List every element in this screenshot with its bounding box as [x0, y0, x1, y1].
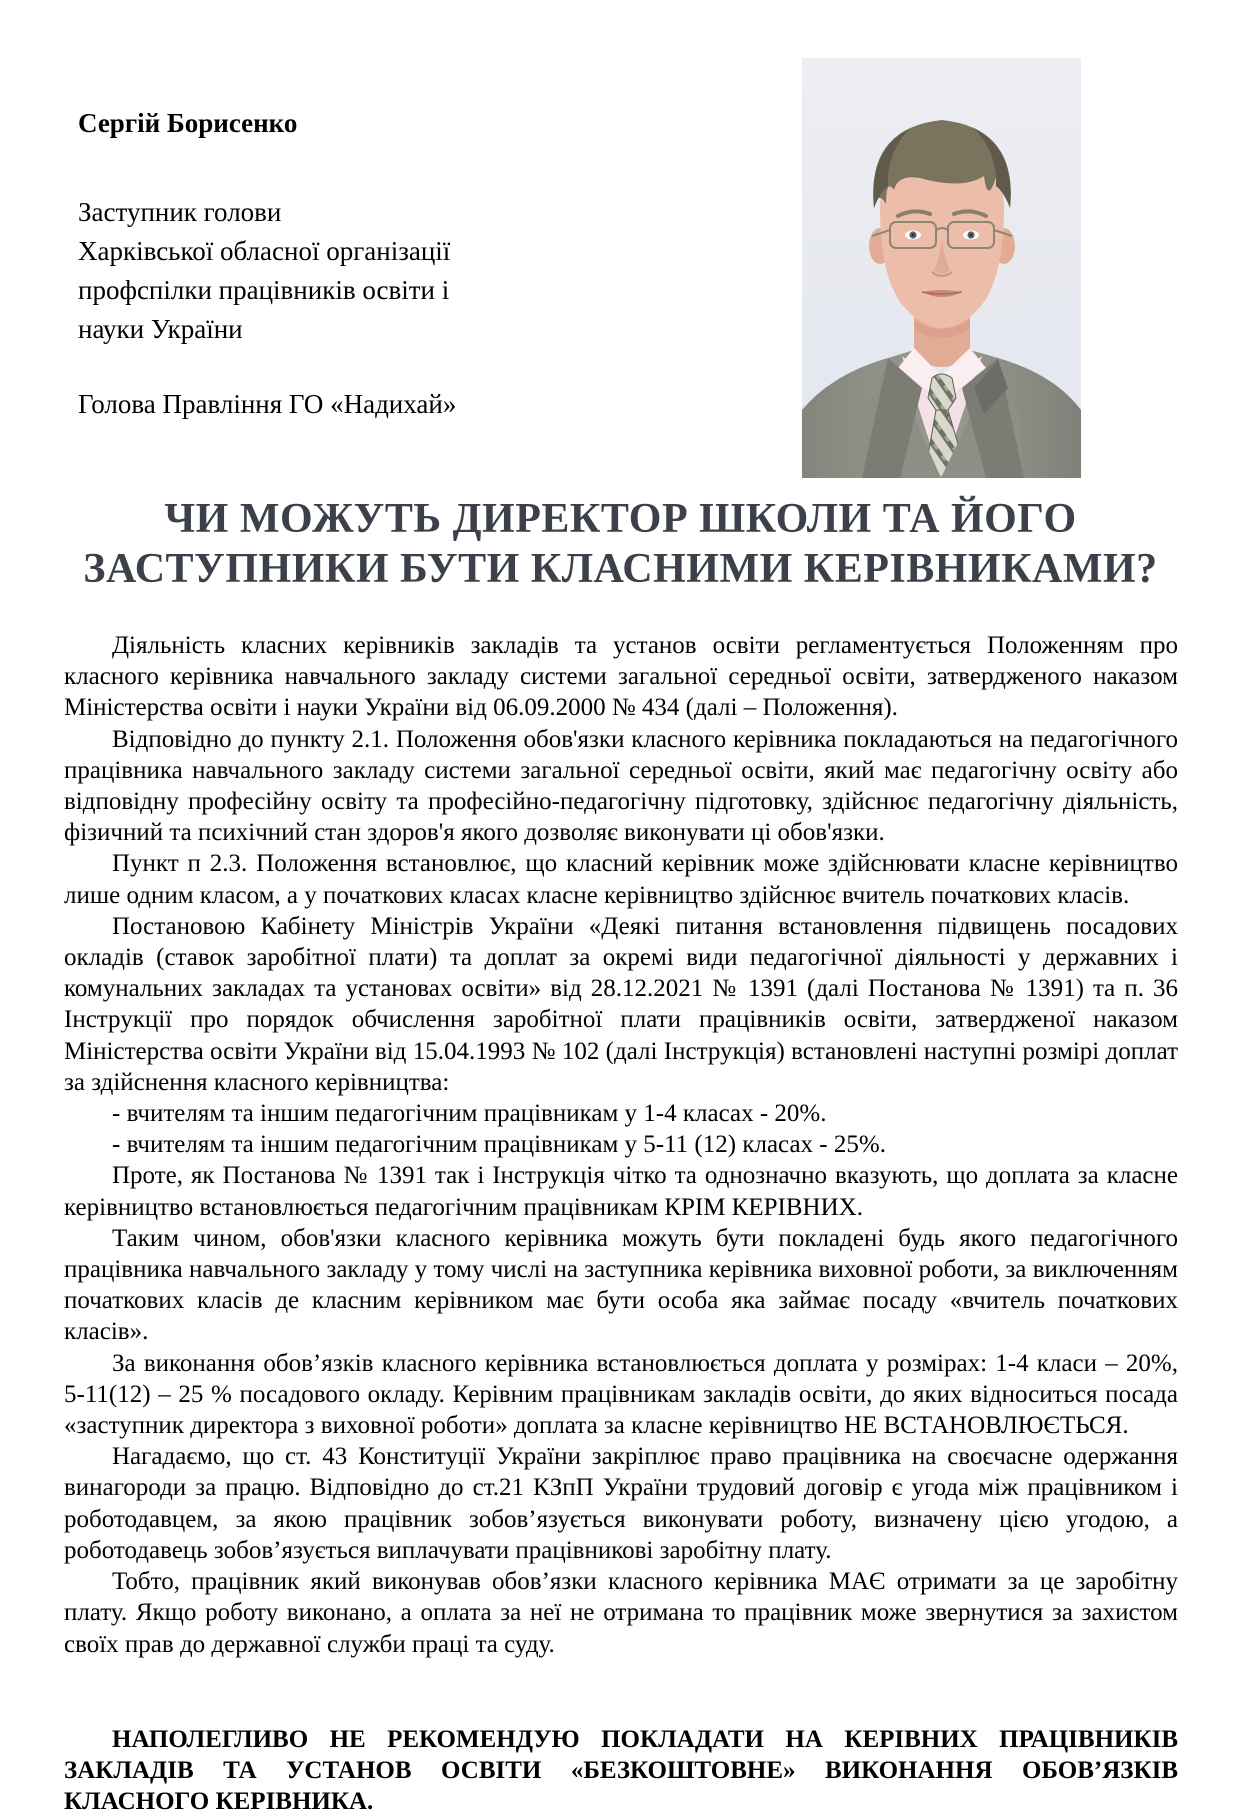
paragraph: За виконання обов’язків класного керівника встановлюється доплата у розмірах: 1-4 класи – 20%, 5-11(12) – 25 % посадового окладу. Керівним працівникам закладів освіти, до яких відноситься посада «заступник директора з виховної роботи» доплата за класне керівництво НЕ ВСТАНОВЛЮЄТЬСЯ.: [64, 1349, 1178, 1440]
paragraph: Тобто, працівник який виконував обов’язки класного керівника МАЄ отримати за це заробітну плату. Якщо роботу виконано, а оплата за неї не отримана то працівник може звернутися за захистом своїх прав до державної служби праці та суду.: [64, 1568, 1178, 1658]
article-body: [64, 630, 1178, 1817]
page-header: [0, 0, 1241, 492]
author-title-line: науки України: [78, 314, 243, 344]
paragraph: Проте, як Постанова № 1391 так і Інструкція чітко та однозначно вказують, що доплата за класне керівництво встановлюється педагогічним працівникам КРІМ КЕРІВНИХ.: [64, 1162, 1178, 1221]
paragraph: Постановою Кабінету Міністрів України «Деякі питання встановлення підвищень посадових окладів (ставок заробітної плати) та доплат за окремі види педагогічної діяльності у державних і комунальних закладах та установах освіти» від 28.12.2021 № 1391 (далі Постанова № 1391) та п. 36 Інструкції про порядок обчислення заробітної плати працівників освіти, затвердженої наказом Міністерства освіти України від 15.04.1993 № 102 (далі Інструкція) встановлені наступні розмірі доплат за здійснення класного керівництва:: [64, 912, 1178, 1096]
paragraph: Відповідно до пункту 2.1. Положення обов'язки класного керівника покладаються на педагогічного працівника навчального закладу системи загальної середньої освіти, який має педагогічну освіту або відповідну професійну освіту та професійно-педагогічну підготовку, здійснює педагогічну діяльність, фізичний та психічний стан здоров'я якого дозволяє виконувати ці обов'язки.: [64, 725, 1178, 847]
paragraph: Пункт п 2.3. Положення встановлює, що класний керівник може здійснювати класне керівництво лише одним класом, а у початкових класах класне керівництво здійснює вчитель початкових класів.: [64, 850, 1178, 909]
list-item: - вчителям та іншим педагогічним працівникам у 1-4 класах - 20%.: [112, 1100, 827, 1128]
author-title: [78, 193, 456, 349]
final-recommendation: НАПОЛЕГЛИВО НЕ РЕКОМЕНДУЮ ПОКЛАДАТИ НА КЕРІВНИХ ПРАЦІВНИКІВ ЗАКЛАДІВ ТА УСТАНОВ ОСВІТИ «БЕЗКОШТОВНЕ» ВИКОНАННЯ ОБОВ’ЯЗКІВ КЛАСНОГО КЕРІВНИКА.: [64, 1725, 1178, 1816]
author-role: Голова Правління ГО «Надихай»: [78, 389, 457, 419]
list-item: - вчителям та іншим педагогічним працівникам у 5-11 (12) класах - 25%.: [112, 1131, 886, 1159]
author-title-line: Заступник голови: [78, 197, 282, 227]
paragraph: Таким чином, обов'язки класного керівника можуть бути покладені будь якого педагогічного працівника навчального закладу у тому числі на заступника керівника виховної роботи, за виключенням початкових класів де класним керівником має бути особа яка займає посаду «вчитель початкових класів».: [64, 1224, 1178, 1346]
author-title-line: профспілки працівників освіти і: [78, 275, 450, 305]
page-title-line2: ЗАСТУПНИКИ БУТИ КЛАСНИМИ КЕРІВНИКАМИ?: [83, 546, 1158, 592]
author-block: [78, 104, 456, 424]
paragraph: Діяльність класних керівників закладів та установ освіти регламентується Положенням про класного керівника навчального закладу системи загальної середньої освіти, затвердженого наказом Міністерства освіти і науки України від 06.09.2000 № 434 (далі – Положення).: [64, 632, 1178, 722]
page-title: [0, 492, 1241, 594]
paragraph: Нагадаємо, що ст. 43 Конституції України закріплює право працівника на своєчасне одержання винагороди за працю. Відповідно до ст.21 КЗпП України трудовий договір є угода між працівником і роботодавцем, за якою працівник зобов’язується виконувати роботу, визначену цією угодою, а роботодавець зобов’язується виплачувати працівникові заробітну плату.: [64, 1443, 1178, 1564]
author-name: Сергій Борисенко: [78, 108, 298, 138]
page-title-line1: ЧИ МОЖУТЬ ДИРЕКТОР ШКОЛИ ТА ЙОГО: [164, 496, 1077, 542]
author-title-line: Харківської обласної організації: [78, 236, 451, 266]
portrait-photo: [802, 58, 1081, 478]
